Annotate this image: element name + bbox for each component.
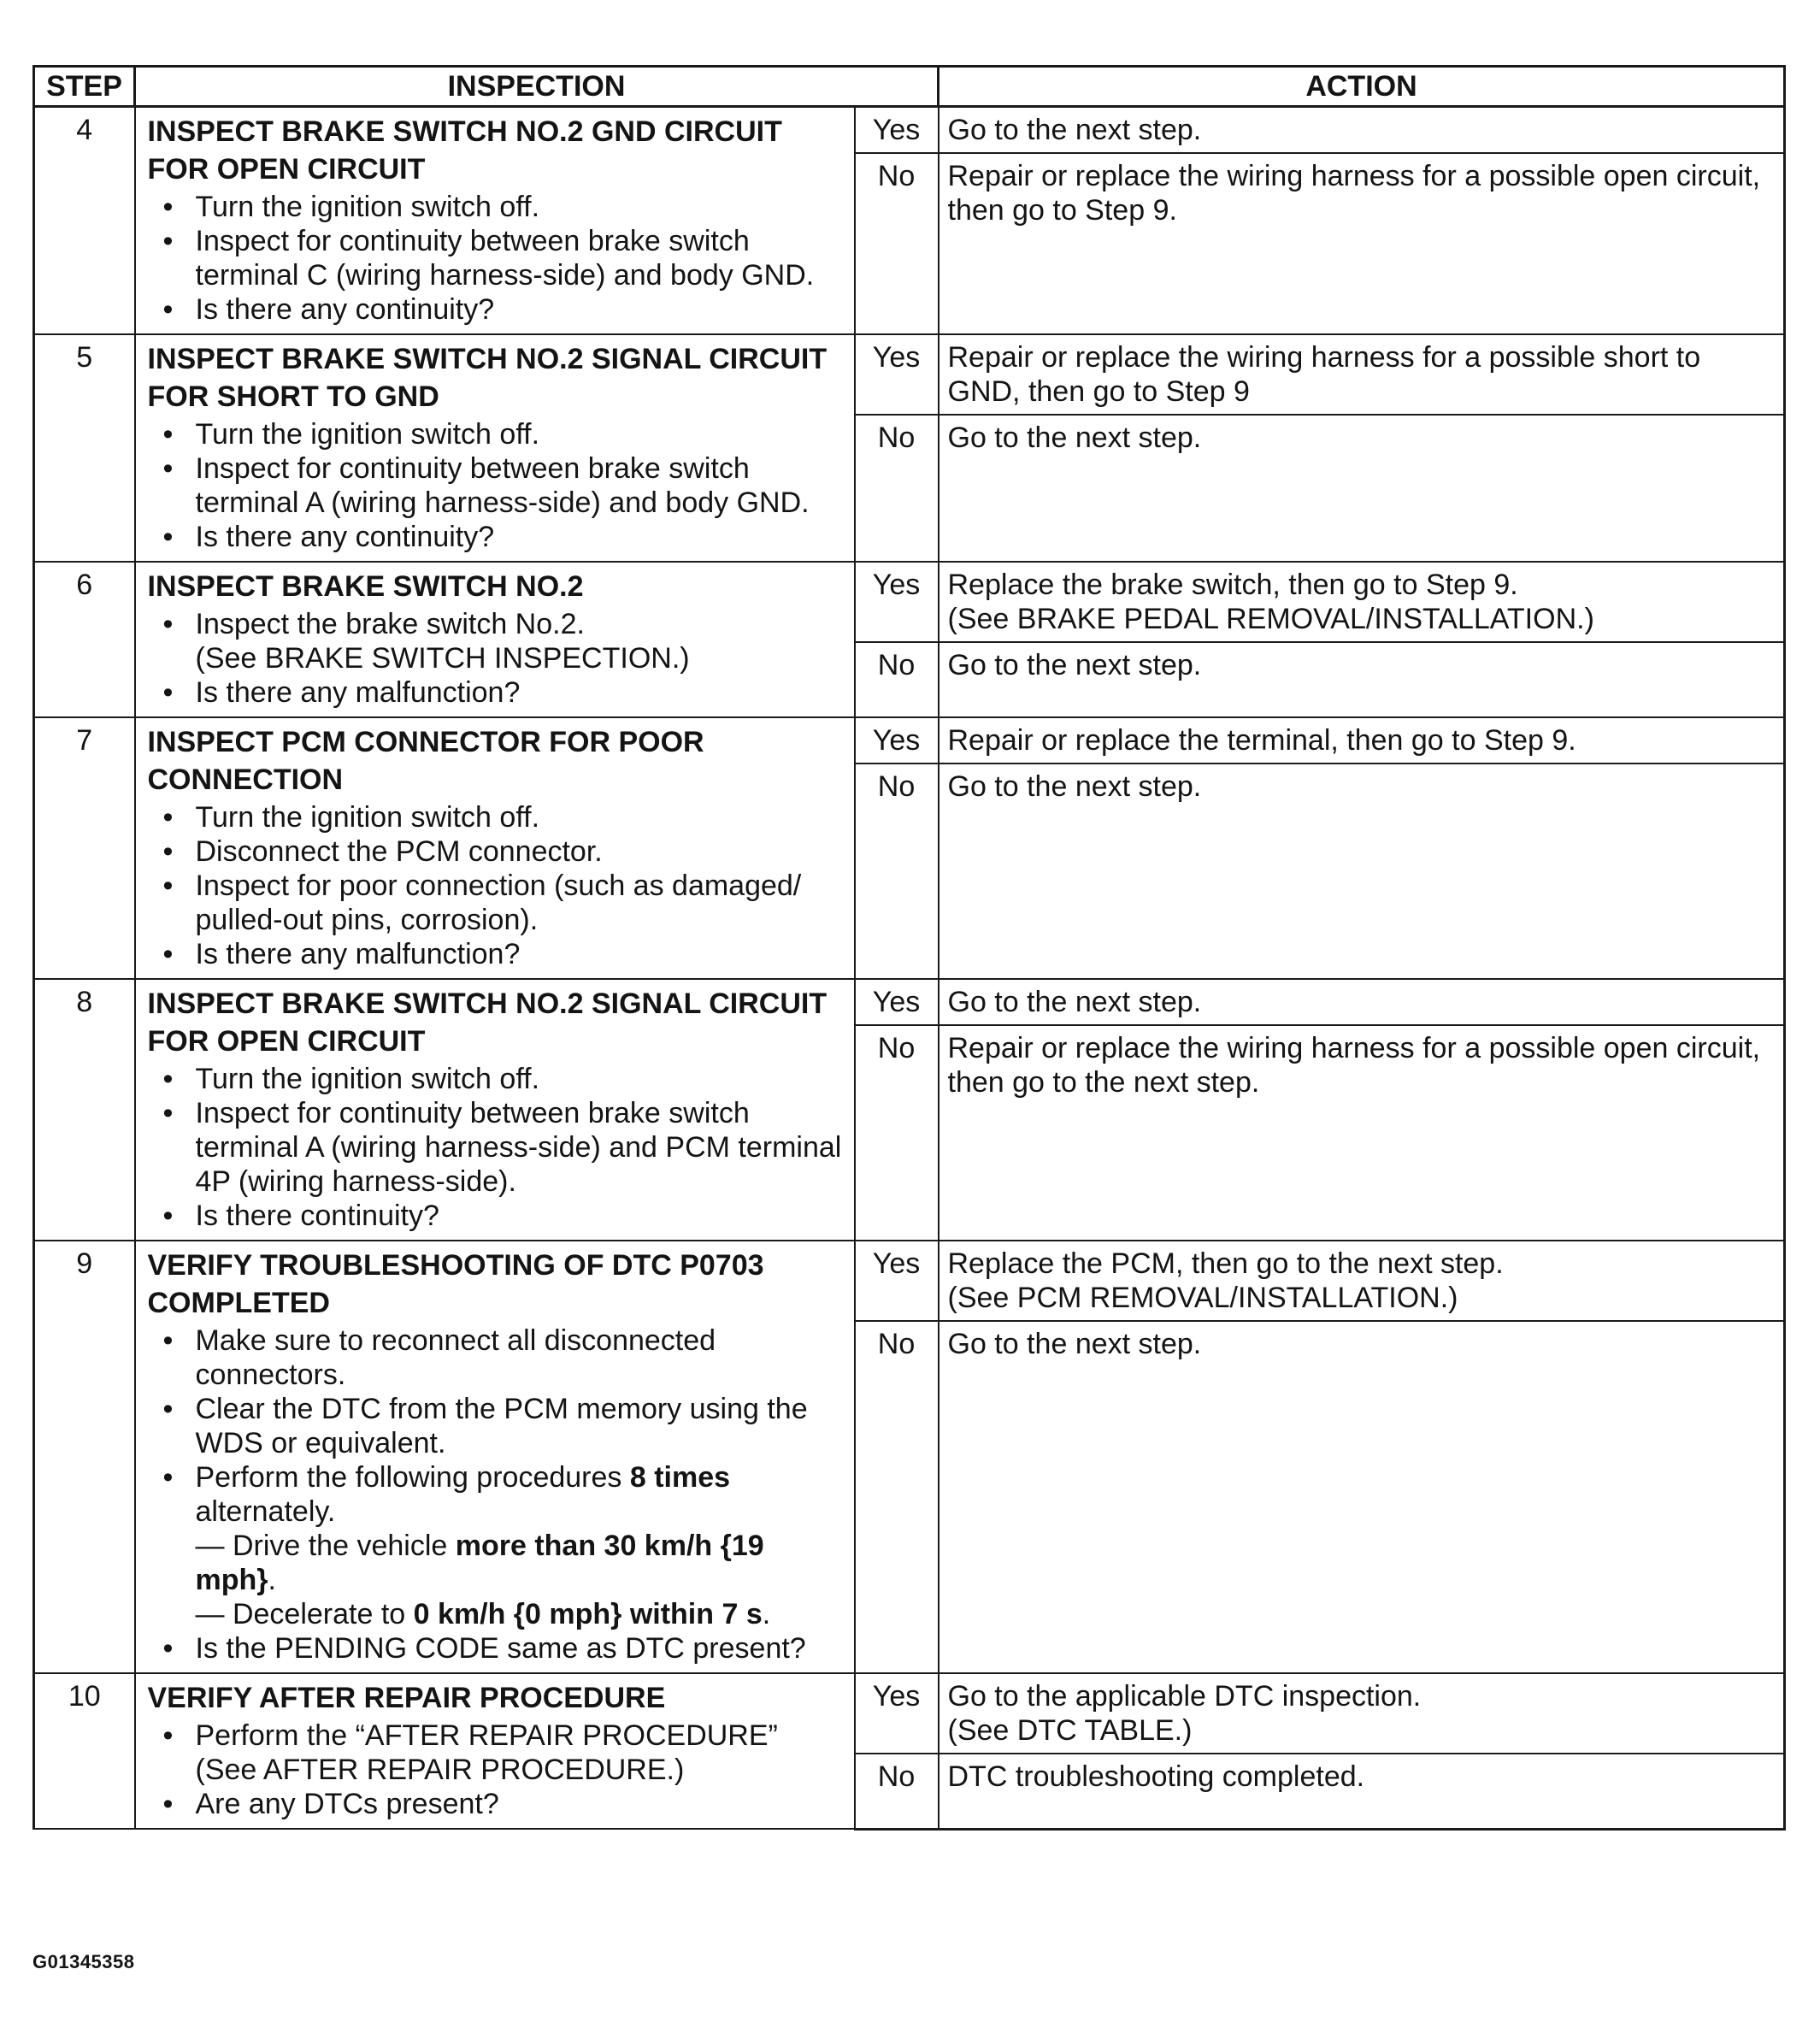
bullet-item: • Disconnect the PCM connector. <box>148 834 847 869</box>
inspection-bullets <box>148 1324 847 1666</box>
sub-pre: — Decelerate to <box>195 1598 414 1630</box>
no-label: No <box>855 415 939 562</box>
inspection-title: VERIFY TROUBLESHOOTING OF DTC P0703 COMPLETED <box>147 1249 764 1319</box>
yes-label: Yes <box>855 562 939 642</box>
bullet-item: • Is there any malfunction? <box>148 937 847 971</box>
no-label: No <box>855 642 939 717</box>
no-action: Go to the next step. <box>939 763 1785 979</box>
no-action: Go to the next step. <box>939 642 1785 717</box>
yes-action: Repair or replace the terminal, then go to Step 9. <box>939 717 1785 763</box>
yes-action: Repair or replace the wiring harness for a possible short to GND, then go to Step 9 <box>939 334 1785 415</box>
no-label: No <box>855 153 939 334</box>
bullet-item: • Turn the ignition switch off. <box>148 190 847 224</box>
table-row <box>34 717 1785 763</box>
table-row <box>34 979 1785 1025</box>
bullet-item: • Is the PENDING CODE same as DTC present? <box>148 1631 847 1666</box>
yes-action: Go to the next step. <box>939 107 1785 154</box>
yes-label: Yes <box>855 1241 939 1321</box>
inspection-cell <box>135 1673 855 1829</box>
perform-count: 8 times <box>629 1461 731 1494</box>
bullet-item <box>148 1719 847 1787</box>
inspection-title: INSPECT BRAKE SWITCH NO.2 <box>147 570 584 603</box>
yes-label: Yes <box>855 717 939 763</box>
no-action: Go to the next step. <box>939 415 1785 562</box>
inspection-title: VERIFY AFTER REPAIR PROCEDURE <box>147 1682 666 1714</box>
inspection-cell <box>135 562 855 717</box>
bullet-item: • Inspect for continuity between brake switch terminal A (wiring harness-side) and body GND. <box>148 451 847 520</box>
step-number: 4 <box>34 107 135 335</box>
yes-label: Yes <box>855 107 939 154</box>
step-number: 5 <box>34 334 135 562</box>
bullet-text: Inspect the brake switch No.2. <box>195 608 585 640</box>
inspection-title: INSPECT BRAKE SWITCH NO.2 SIGNAL CIRCUIT FOR SHORT TO GND <box>147 343 828 413</box>
diagnostic-table <box>32 65 1786 1831</box>
inspection-bullets <box>148 1719 847 1821</box>
bullet-item <box>148 1460 847 1631</box>
no-label: No <box>855 763 939 979</box>
inspection-cell <box>135 717 855 979</box>
bullet-item <box>148 607 847 675</box>
no-action: Repair or replace the wiring harness for a possible open circuit, then go to Step 9. <box>939 153 1785 334</box>
sub-procedure <box>196 1529 847 1597</box>
no-label: No <box>855 1321 939 1673</box>
bullet-item: • Is there any continuity? <box>148 520 847 554</box>
step-number: 6 <box>34 562 135 717</box>
header-inspection: INSPECTION <box>135 67 939 107</box>
table-row <box>34 1241 1785 1321</box>
sub-post: . <box>268 1564 276 1596</box>
bullet-item: • Are any DTCs present? <box>148 1787 847 1821</box>
bullet-item: • Turn the ignition switch off. <box>148 1062 847 1096</box>
yes-action-note: (See BRAKE PEDAL REMOVAL/INSTALLATION.) <box>947 603 1594 635</box>
yes-action-note: (See DTC TABLE.) <box>947 1714 1193 1747</box>
step-number: 9 <box>34 1241 135 1673</box>
inspection-bullets <box>148 607 847 710</box>
bullet-item: • Clear the DTC from the PCM memory using the WDS or equivalent. <box>148 1392 847 1460</box>
table-row <box>34 1673 1785 1754</box>
header-step: STEP <box>34 67 135 107</box>
bullet-item: • Inspect for continuity between brake switch terminal A (wiring harness-side) and PCM terminal 4P (wiring harness-side). <box>148 1096 847 1199</box>
yes-action: Go to the next step. <box>939 979 1785 1025</box>
step-number: 8 <box>34 979 135 1241</box>
yes-action-cell <box>939 1241 1785 1321</box>
yes-action: Go to the applicable DTC inspection. <box>947 1680 1422 1713</box>
inspection-bullets <box>148 800 847 971</box>
no-action: Repair or replace the wiring harness for a possible open circuit, then go to the next step. <box>939 1025 1785 1241</box>
yes-action-cell <box>939 1673 1785 1754</box>
step-number: 7 <box>34 717 135 979</box>
sub-pre: — Drive the vehicle <box>195 1530 456 1562</box>
inspection-cell <box>135 979 855 1241</box>
inspection-cell <box>135 107 855 335</box>
yes-label: Yes <box>855 334 939 415</box>
table-row <box>34 562 1785 642</box>
bullet-item: • Inspect for continuity between brake switch terminal C (wiring harness-side) and body GND. <box>148 224 847 292</box>
bullet-item: • Turn the ignition switch off. <box>148 800 847 834</box>
inspection-title: INSPECT PCM CONNECTOR FOR POOR CONNECTION <box>147 726 704 796</box>
bullet-item: • Is there continuity? <box>148 1199 847 1233</box>
table-header-row <box>34 67 1785 107</box>
inspection-bullets <box>148 1062 847 1233</box>
bullet-item: • Inspect for poor connection (such as damaged/ pulled-out pins, corrosion). <box>148 869 847 937</box>
inspection-title: INSPECT BRAKE SWITCH NO.2 SIGNAL CIRCUIT FOR OPEN CIRCUIT <box>147 988 828 1058</box>
perform-pre: Perform the following procedures <box>195 1461 630 1494</box>
bullet-note: (See AFTER REPAIR PROCEDURE.) <box>195 1754 685 1786</box>
no-action: Go to the next step. <box>939 1321 1785 1673</box>
no-label: No <box>855 1025 939 1241</box>
yes-action: Replace the brake switch, then go to Step 9. <box>947 569 1518 601</box>
yes-label: Yes <box>855 1673 939 1754</box>
table-row <box>34 107 1785 154</box>
yes-action: Replace the PCM, then go to the next step. <box>947 1247 1504 1280</box>
bullet-note: (See BRAKE SWITCH INSPECTION.) <box>195 642 690 675</box>
figure-id: G01345358 <box>32 1951 135 1972</box>
inspection-title: INSPECT BRAKE SWITCH NO.2 GND CIRCUIT FOR OPEN CIRCUIT <box>147 115 782 186</box>
yes-label: Yes <box>855 979 939 1025</box>
sub-bold: more than 30 km/h {19 mph} <box>195 1530 764 1596</box>
bullet-item: • Is there any continuity? <box>148 292 847 327</box>
step-number: 10 <box>34 1673 135 1829</box>
sub-post: . <box>762 1598 771 1630</box>
table-row <box>34 334 1785 415</box>
bullet-text: Perform the “AFTER REPAIR PROCEDURE” <box>195 1719 778 1752</box>
perform-post: alternately. <box>195 1495 336 1528</box>
no-action: DTC troubleshooting completed. <box>939 1754 1785 1829</box>
yes-action-cell <box>939 562 1785 642</box>
inspection-cell <box>135 1241 855 1673</box>
bullet-item: • Turn the ignition switch off. <box>148 417 847 451</box>
inspection-cell <box>135 334 855 562</box>
yes-action-note: (See PCM REMOVAL/INSTALLATION.) <box>947 1282 1458 1314</box>
bullet-item: • Is there any malfunction? <box>148 675 847 710</box>
no-label: No <box>855 1754 939 1829</box>
inspection-bullets <box>148 417 847 554</box>
sub-procedure <box>196 1597 847 1631</box>
header-action: ACTION <box>939 67 1785 107</box>
bullet-item: • Make sure to reconnect all disconnected connectors. <box>148 1324 847 1392</box>
inspection-bullets <box>148 190 847 327</box>
sub-bold: 0 km/h {0 mph} within 7 s <box>413 1598 763 1630</box>
